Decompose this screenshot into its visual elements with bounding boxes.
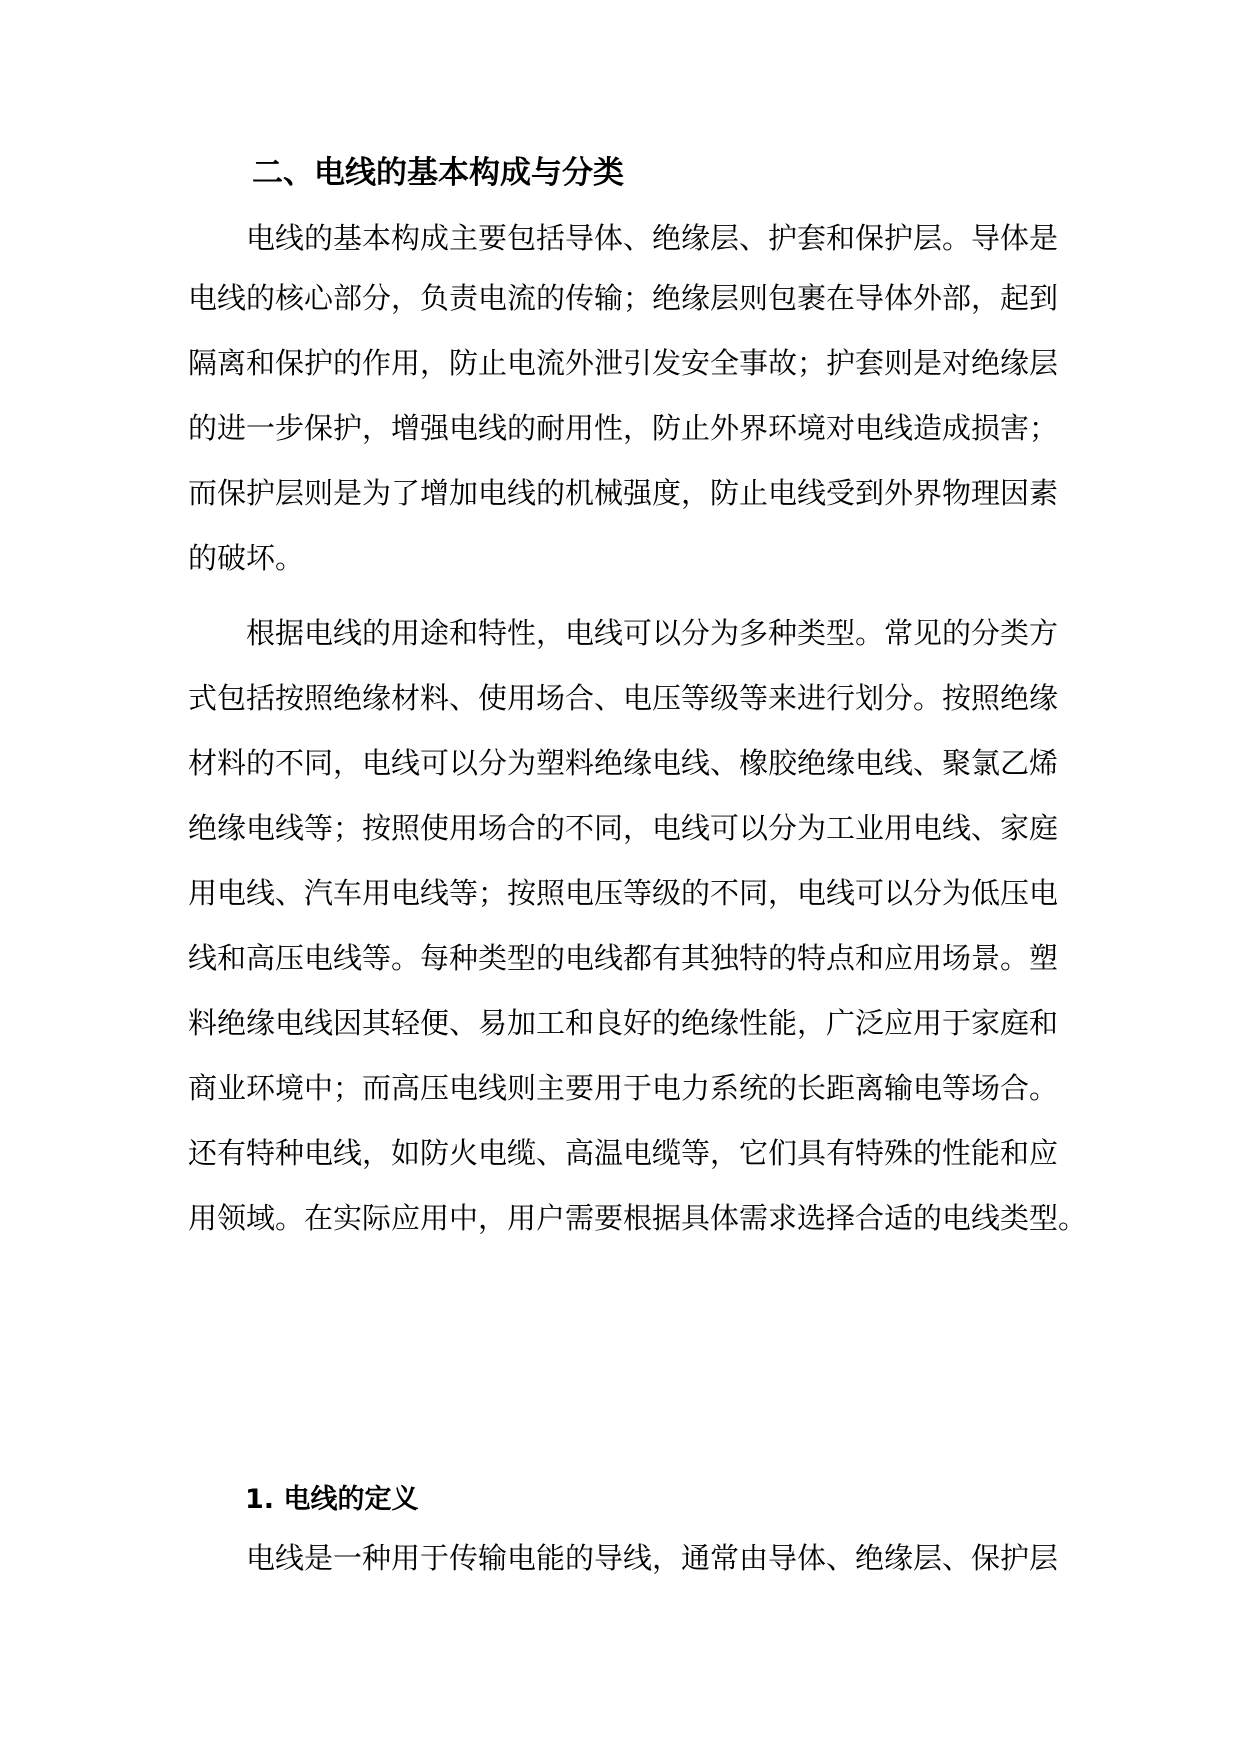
paragraph-1-line-4: 的进一步保护，增强电线的耐用性，防止外界环境对电线造成损害； — [188, 411, 1059, 445]
paragraph-2-line-4: 绝缘电线等；按照使用场合的不同，电线可以分为工业用电线、家庭 — [188, 811, 1059, 845]
paragraph-2-line-1: 根据电线的用途和特性，电线可以分为多种类型。常见的分类方 — [246, 616, 1059, 650]
section-heading: 二、电线的基本构成与分类 — [252, 155, 624, 191]
paragraph-2-line-6: 线和高压电线等。每种类型的电线都有其独特的特点和应用场景。塑 — [188, 941, 1059, 975]
paragraph-2-line-10: 用领域。在实际应用中，用户需要根据具体需求选择合适的电线类型。 — [188, 1201, 1088, 1235]
paragraph-2-line-8: 商业环境中；而高压电线则主要用于电力系统的长距离输电等场合。 — [188, 1071, 1059, 1105]
paragraph-2-line-3: 材料的不同，电线可以分为塑料绝缘电线、橡胶绝缘电线、聚氯乙烯 — [188, 746, 1059, 780]
paragraph-1-line-6: 的破坏。 — [188, 541, 305, 575]
paragraph-2-line-5: 用电线、汽车用电线等；按照电压等级的不同，电线可以分为低压电 — [188, 876, 1059, 910]
paragraph-1-line-2: 电线的核心部分，负责电流的传输；绝缘层则包裹在导体外部，起到 — [188, 281, 1059, 315]
paragraph-2-line-7: 料绝缘电线因其轻便、易加工和良好的绝缘性能，广泛应用于家庭和 — [188, 1006, 1059, 1040]
paragraph-3-line-1: 电线是一种用于传输电能的导线，通常由导体、绝缘层、保护层 — [246, 1541, 1059, 1575]
subsection-heading: 1. 电线的定义 — [245, 1484, 419, 1515]
paragraph-2-line-2: 式包括按照绝缘材料、使用场合、电压等级等来进行划分。按照绝缘 — [188, 681, 1059, 715]
paragraph-1-line-1: 电线的基本构成主要包括导体、绝缘层、护套和保护层。导体是 — [246, 221, 1059, 255]
paragraph-1-line-5: 而保护层则是为了增加电线的机械强度，防止电线受到外界物理因素 — [188, 476, 1059, 510]
paragraph-2-line-9: 还有特种电线，如防火电缆、高温电缆等，它们具有特殊的性能和应 — [188, 1136, 1059, 1170]
paragraph-1-line-3: 隔离和保护的作用，防止电流外泄引发安全事故；护套则是对绝缘层 — [188, 346, 1059, 380]
